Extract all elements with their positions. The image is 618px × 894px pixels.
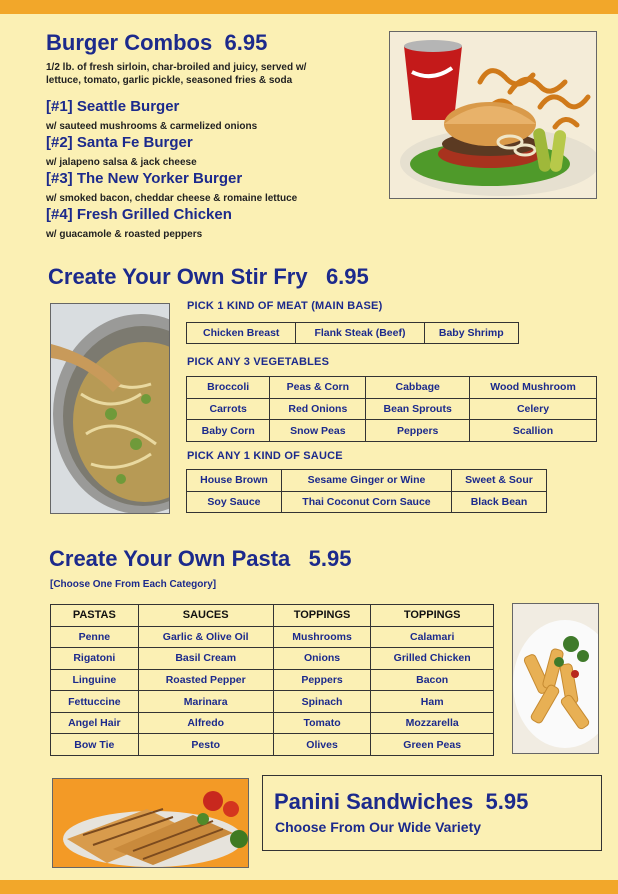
sauce-table (186, 469, 547, 513)
meat-option: Baby Shrimp (424, 323, 518, 344)
vegetable-option: Bean Sprouts (366, 398, 470, 420)
burger-title: Burger Combos (46, 30, 213, 55)
bottom-border-band (0, 880, 618, 894)
pasta-title: Create Your Own Pasta (49, 546, 291, 571)
burger-item-2-desc: w/ jalapeno salsa & jack cheese (46, 157, 197, 168)
pasta-cell: Spinach (273, 691, 371, 713)
pasta-cell: Calamari (371, 626, 494, 648)
burger-item-3-desc: w/ smoked bacon, cheddar cheese & romaine lettuce (46, 193, 298, 204)
sauce-option: Thai Coconut Corn Sauce (281, 491, 451, 513)
vegetable-option: Baby Corn (187, 420, 270, 442)
pasta-table (50, 604, 494, 756)
vegetable-option: Scallion (470, 420, 597, 442)
meat-option: Chicken Breast (187, 323, 296, 344)
burger-item-4-desc: w/ guacamole & roasted peppers (46, 229, 203, 240)
stirfry-price: 6.95 (325, 264, 369, 289)
panini-price: 5.95 (485, 789, 529, 814)
pasta-cell: Alfredo (138, 712, 273, 734)
vegetable-option: Peas & Corn (270, 377, 366, 399)
pasta-header: TOPPINGS (273, 605, 371, 627)
vegetables-label: PICK ANY 3 VEGETABLES (187, 356, 330, 368)
vegetable-option: Snow Peas (270, 420, 366, 442)
burger-item-1-desc: w/ sauteed mushrooms & carmelized onions (46, 121, 258, 132)
pasta-cell: Penne (51, 626, 139, 648)
pasta-cell: Ham (371, 691, 494, 713)
pasta-cell: Peppers (273, 669, 371, 691)
panini-subtitle: Choose From Our Wide Variety (275, 819, 482, 835)
pasta-cell: Marinara (138, 691, 273, 713)
vegetables-table (186, 376, 597, 442)
pasta-cell: Angel Hair (51, 712, 139, 734)
pasta-price: 5.95 (308, 546, 352, 571)
pasta-cell: Olives (273, 734, 371, 756)
sauce-label: PICK ANY 1 KIND OF SAUCE (187, 450, 343, 462)
stirfry-photo (50, 303, 170, 514)
vegetable-option: Peppers (366, 420, 470, 442)
vegetable-option: Red Onions (270, 398, 366, 420)
vegetable-option: Broccoli (187, 377, 270, 399)
pasta-cell: Onions (273, 648, 371, 670)
stirfry-heading (48, 264, 369, 290)
panini-title: Panini Sandwiches (274, 789, 474, 814)
panini-heading (274, 789, 528, 815)
burger-desc-line2: lettuce, tomato, garlic pickle, seasoned fries & soda (46, 75, 293, 86)
burger-item-4-name: [#4] Fresh Grilled Chicken (46, 206, 232, 223)
pasta-cell: Bacon (371, 669, 494, 691)
burger-desc-line1: 1/2 lb. of fresh sirloin, char-broiled and juicy, served w/ (46, 62, 307, 73)
burger-item-3-name: [#3] The New Yorker Burger (46, 170, 243, 187)
burger-item-1-name: [#1] Seattle Burger (46, 98, 180, 115)
pasta-cell: Mozzarella (371, 712, 494, 734)
burger-description (46, 61, 376, 87)
meat-option: Flank Steak (Beef) (296, 323, 424, 344)
pasta-header: TOPPINGS (371, 605, 494, 627)
burger-heading (46, 30, 267, 56)
sauce-option: Soy Sauce (187, 491, 282, 513)
meat-table (186, 322, 519, 344)
pasta-cell: Linguine (51, 669, 139, 691)
burger-photo (389, 31, 597, 199)
pasta-header: PASTAS (51, 605, 139, 627)
vegetable-option: Celery (470, 398, 597, 420)
pasta-cell: Garlic & Olive Oil (138, 626, 273, 648)
pasta-heading (49, 546, 351, 572)
pasta-cell: Rigatoni (51, 648, 139, 670)
pasta-cell: Grilled Chicken (371, 648, 494, 670)
burger-price: 6.95 (224, 30, 268, 55)
pasta-photo (512, 603, 599, 754)
sauce-option: Sesame Ginger or Wine (281, 470, 451, 492)
pasta-cell: Basil Cream (138, 648, 273, 670)
sauce-option: Sweet & Sour (452, 470, 547, 492)
pasta-subtitle: [Choose One From Each Category] (50, 579, 217, 590)
burger-item-2-name: [#2] Santa Fe Burger (46, 134, 193, 151)
pasta-cell: Bow Tie (51, 734, 139, 756)
pasta-header: SAUCES (138, 605, 273, 627)
pasta-cell: Green Peas (371, 734, 494, 756)
stirfry-title: Create Your Own Stir Fry (48, 264, 308, 289)
pasta-cell: Pesto (138, 734, 273, 756)
meat-label: PICK 1 KIND OF MEAT (MAIN BASE) (187, 300, 383, 312)
pasta-cell: Fettuccine (51, 691, 139, 713)
sauce-option: Black Bean (452, 491, 547, 513)
pasta-cell: Roasted Pepper (138, 669, 273, 691)
panini-photo (52, 778, 249, 868)
vegetable-option: Wood Mushroom (470, 377, 597, 399)
vegetable-option: Cabbage (366, 377, 470, 399)
pasta-cell: Mushrooms (273, 626, 371, 648)
pasta-cell: Tomato (273, 712, 371, 734)
top-border-band (0, 0, 618, 14)
sauce-option: House Brown (187, 470, 282, 492)
vegetable-option: Carrots (187, 398, 270, 420)
